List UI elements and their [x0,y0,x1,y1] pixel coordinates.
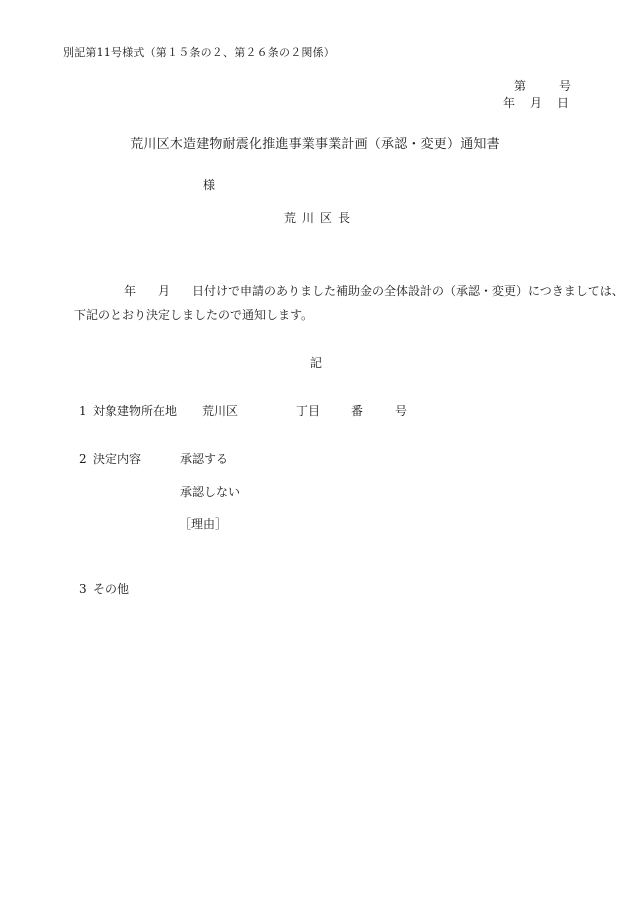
item-1-ban: 番 [351,404,364,418]
number-suffix: 号 [559,79,572,93]
date-year: 年 [503,96,516,110]
option-approve: 承認する [180,452,229,466]
item-1-ward: 荒川区 [202,404,239,418]
addressee-suffix: 様 [203,178,216,192]
document-title: 荒川区木造建物耐震化推進事業事業計画（承認・変更）通知書 [130,137,500,152]
issue-date [503,97,569,109]
item-1-label: 対象建物所在地 [93,404,178,418]
item-1-go: 号 [395,404,408,418]
document-number [514,80,571,92]
date-day: 日 [557,96,570,110]
item-1-chome: 丁目 [296,404,321,418]
form-id: 別記第11号様式（第１５条の２、第２６条の２関係） [63,46,335,59]
item-1-number: 1 [79,404,87,418]
item-3-label: その他 [93,582,130,596]
reason-label: ［理由］ [179,517,228,531]
item-2-label: 決定内容 [93,452,142,466]
body-month: 月 [158,284,171,298]
option-reject: 承認しない [180,485,241,499]
body-line-1-text: 日付けで申請のありました補助金の全体設計の（承認・変更）につきましては、 [192,284,624,298]
sender: 荒川区長 [284,211,357,225]
date-month: 月 [530,96,543,110]
number-prefix: 第 [514,79,527,93]
item-2-number: 2 [79,452,87,466]
item-3-number: 3 [79,582,87,596]
body-line-2: 下記のとおり決定しましたので通知します。 [74,308,314,322]
body-line-1 [124,285,624,297]
body-year: 年 [124,284,137,298]
ki-heading: 記 [310,356,323,370]
